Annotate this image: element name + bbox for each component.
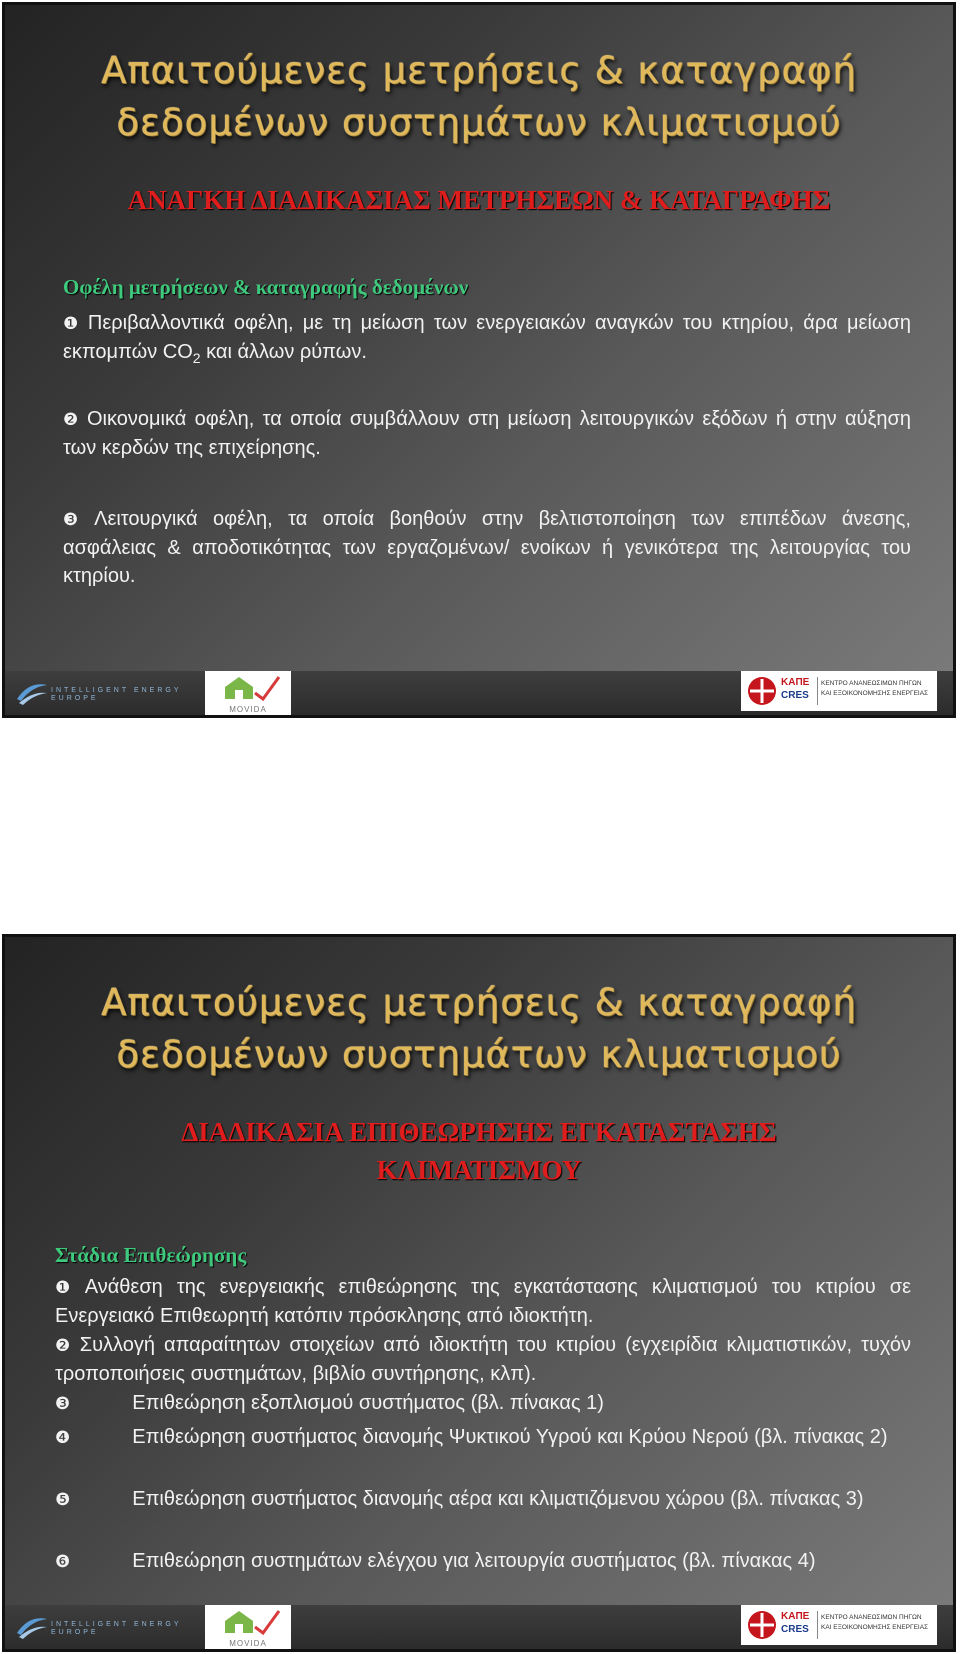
cres-line-2: ΚΑΙ ΕΞΟΙΚΟΝΟΜΗΣΗΣ ΕΝΕΡΓΕΙΑΣ bbox=[821, 690, 929, 697]
section-heading-line-1: ΔΙΑΔΙΚΑΣΙΑ ΕΠΙΘΕΩΡΗΣΗΣ ΕΓΚΑΤΑΣΤΑΣΗΣ bbox=[181, 1117, 777, 1147]
bullet-1-icon: ❶ bbox=[55, 1278, 79, 1298]
item-text: Επιθεώρηση συστήματος διανομής αέρα και κλιματιζόμενου χώρου (βλ. πίνακας 3) bbox=[132, 1488, 864, 1510]
item-text: Περιβαλλοντικά οφέλη, με τη μείωση των ενεργειακών αναγκών του κτηρίου, άρα μείωση εκπομπών CO bbox=[63, 312, 911, 363]
list-item bbox=[55, 1389, 911, 1418]
list-item bbox=[63, 309, 911, 372]
slide-footer bbox=[5, 1605, 953, 1649]
cres-line-1: ΚΕΝΤΡΟ ΑΝΑΝΕΩΣΙΜΩΝ ΠΗΓΩΝ bbox=[821, 1614, 922, 1621]
bullet-5-icon: ❺ bbox=[55, 1490, 71, 1510]
slide-1 bbox=[2, 2, 956, 718]
section-heading bbox=[5, 1113, 953, 1189]
house-leaf-icon bbox=[205, 671, 291, 705]
bullet-1-icon: ❶ bbox=[63, 314, 82, 334]
item-text-cont: και άλλων ρύπων. bbox=[200, 341, 367, 363]
bullet-3-icon: ❸ bbox=[63, 510, 89, 530]
list-item bbox=[55, 1485, 911, 1514]
cres-fullname bbox=[821, 1613, 933, 1633]
item-text: Ανάθεση της ενεργειακής επιθεώρησης της εγκατάστασης κλιματισμού του κτιρίου σε Ενεργειακό Επιθεωρητή κατόπιν πρόσκλησης από ιδιοκτήτη. bbox=[55, 1276, 911, 1327]
list-item bbox=[55, 1547, 911, 1576]
ie-swoosh-icon bbox=[15, 1611, 49, 1641]
section-heading: ΑΝΑΓΚΗ ΔΙΑΔΙΚΑΣΙΑΣ ΜΕΤΡΗΣΕΩΝ & ΚΑΤΑΓΡΑΦΗΣ bbox=[127, 185, 831, 215]
cres-mark-icon bbox=[747, 676, 777, 706]
bullet-6-icon: ❻ bbox=[55, 1552, 71, 1572]
divider bbox=[817, 677, 818, 705]
cres-abbr-en: CRES bbox=[781, 1624, 809, 1635]
house-leaf-icon bbox=[205, 1605, 291, 1639]
movida-logo bbox=[205, 671, 291, 715]
cres-fullname bbox=[821, 679, 933, 699]
ie-swoosh-icon bbox=[15, 677, 49, 707]
item-text: Επιθεώρηση συστήματος διανομής Ψυκτικού Υγρού και Κρύου Νερού (βλ. πίνακας 2) bbox=[132, 1426, 888, 1448]
slide-title bbox=[5, 45, 953, 149]
ie-text: INTELLIGENT ENERGY EUROPE bbox=[51, 687, 182, 702]
cres-line-2: ΚΑΙ ΕΞΟΙΚΟΝΟΜΗΣΗΣ ΕΝΕΡΓΕΙΑΣ bbox=[821, 1624, 929, 1631]
cres-mark-icon bbox=[747, 1610, 777, 1640]
movida-text: MOVIDA bbox=[229, 1639, 267, 1648]
intelligent-energy-europe-logo bbox=[13, 673, 193, 711]
cres-logo bbox=[741, 671, 937, 711]
cres-abbr-en: CRES bbox=[781, 690, 809, 701]
slide-title-line-2: δεδομένων συστημάτων κλιματισμού bbox=[116, 1033, 842, 1076]
movida-logo bbox=[205, 1605, 291, 1649]
intelligent-energy-europe-logo bbox=[13, 1607, 193, 1645]
bullet-2-icon: ❷ bbox=[63, 410, 81, 430]
cres-abbr-gr: ΚΑΠΕ bbox=[781, 677, 810, 688]
item-text: Λειτουργικά οφέλη, τα οποία βοηθούν στην βελτιστοποίηση των επιπέδων άνεσης, ασφάλειας & αποδοτικότητας των εργαζομένων/ ενοίκων ή γενικότερα της λειτουργίας του κτηρίου. bbox=[63, 508, 911, 587]
item-text: Επιθεώρηση εξοπλισμού συστήματος (βλ. πίνακας 1) bbox=[132, 1392, 604, 1414]
slide-2 bbox=[2, 934, 956, 1652]
item-text: Συλλογή απαραίτητων στοιχείων από ιδιοκτήτη του κτιρίου (εγχειρίδια κλιματιστικών, τυχόν τροποποιήσεις συστημάτων, βιβλίο συντήρησης, κλπ). bbox=[55, 1334, 911, 1385]
list-item bbox=[55, 1273, 911, 1330]
item-text: Οικονομικά οφέλη, τα οποία συμβάλλουν στη μείωση λειτουργικών εξόδων ή στην αύξηση των κερδών της επιχείρησης. bbox=[63, 408, 911, 459]
slide-title bbox=[5, 977, 953, 1081]
section-heading-line-2: ΚΛΙΜΑΤΙΣΜΟΥ bbox=[376, 1155, 582, 1185]
cres-logo bbox=[741, 1605, 937, 1645]
bullet-2-icon: ❷ bbox=[55, 1336, 74, 1356]
subheading: Στάδια Επιθεώρησης bbox=[55, 1243, 247, 1267]
bullet-4-icon: ❹ bbox=[55, 1428, 71, 1448]
subscript: 2 bbox=[192, 350, 201, 366]
list-item bbox=[55, 1423, 911, 1452]
ie-text: INTELLIGENT ENERGY EUROPE bbox=[51, 1621, 182, 1636]
list-item bbox=[63, 405, 911, 462]
item-text: Επιθεώρηση συστημάτων ελέγχου για λειτουργία συστήματος (βλ. πίνακας 4) bbox=[132, 1550, 816, 1572]
slide-footer bbox=[5, 671, 953, 715]
slide-title-line-1: Απαιτούμενες μετρήσεις & καταγραφή bbox=[101, 981, 857, 1024]
bullet-3-icon: ❸ bbox=[55, 1394, 71, 1414]
cres-abbr-gr: ΚΑΠΕ bbox=[781, 1611, 810, 1622]
movida-text: MOVIDA bbox=[229, 705, 267, 714]
slide-title-line-2: δεδομένων συστημάτων κλιματισμού bbox=[116, 101, 842, 144]
subheading: Οφέλη μετρήσεων & καταγραφής δεδομένων bbox=[63, 275, 469, 299]
divider bbox=[817, 1611, 818, 1639]
list-item bbox=[63, 505, 911, 590]
slide-title-line-1: Απαιτούμενες μετρήσεις & καταγραφή bbox=[101, 49, 857, 92]
cres-line-1: ΚΕΝΤΡΟ ΑΝΑΝΕΩΣΙΜΩΝ ΠΗΓΩΝ bbox=[821, 680, 922, 687]
list-item bbox=[55, 1331, 911, 1388]
